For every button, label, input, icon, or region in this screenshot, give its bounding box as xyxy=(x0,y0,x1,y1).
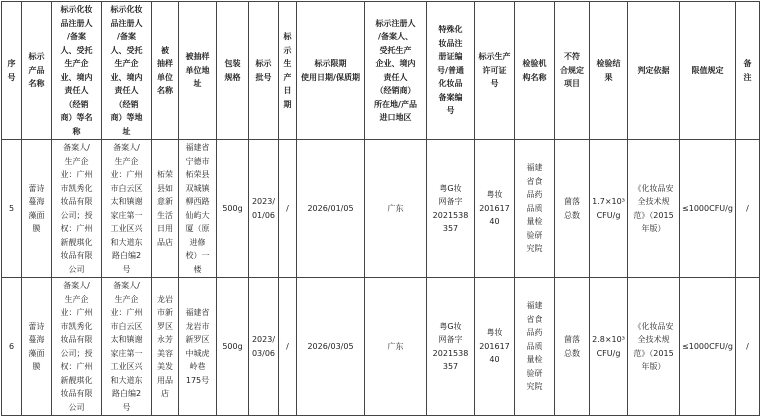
cell-license-no: 粤妆 201617 40 xyxy=(475,278,515,416)
cell-failed-items: 菌落 总数 xyxy=(555,140,590,278)
cell-remarks: / xyxy=(736,278,760,416)
cell-production-date: / xyxy=(279,140,297,278)
inspection-results-table xyxy=(1,1,760,416)
cell-registrant-address: 备案人/ 生产企 业：广州 市白云区 太和镇谢 家庄第一 工业区兴 和大道东 路白编2 号 xyxy=(102,278,152,416)
cell-product-name: 蕾诗 蔓海 藻面 膜 xyxy=(22,140,52,278)
cell-seq: 6 xyxy=(2,278,22,416)
cell-result: 1.7×10³ CFU/g xyxy=(590,140,628,278)
header-spec: 包装 规格 xyxy=(217,2,249,140)
cell-product-name: 蕾诗 蔓海 藻面 膜 xyxy=(22,278,52,416)
cell-limit: ≤1000CFU/g xyxy=(680,140,736,278)
cell-sampled-address: 福建省 龙岩市 新罗区 中城虎 岭巷 175号 xyxy=(179,278,217,416)
cell-sampled-unit: 柘荣 县如 意新 生活 日用 品店 xyxy=(152,140,179,278)
cell-seq: 5 xyxy=(2,140,22,278)
cell-registrant: 备案人/ 生产企 业：广州 市凯秀化 妆品有限 公司；授 权：广州 新靓琪化 妆品有限 公司 xyxy=(52,140,102,278)
cell-inspection-org: 福建 省食 品药 品质 量检 验研 究院 xyxy=(515,278,555,416)
cell-expiry: 2026/03/05 xyxy=(297,278,365,416)
header-failed-items: 不符 合规定 项目 xyxy=(555,2,590,140)
cell-production-date: / xyxy=(279,278,297,416)
cell-basis: 《化妆品安 全技术规 范》（2015 年版） xyxy=(628,278,680,416)
cell-failed-items: 菌落 总数 xyxy=(555,278,590,416)
header-registrant: 标示化妆 品注册人 /备案 人、受托 生产企 业、境内 责任人 （经销 商）等名 称 xyxy=(52,2,102,140)
header-sampled-unit: 被 抽样 单位 名称 xyxy=(152,2,179,140)
cell-limit: ≤1000CFU/g xyxy=(680,278,736,416)
header-remarks: 备 注 xyxy=(736,2,760,140)
header-limit: 限值规定 xyxy=(680,2,736,140)
header-production-date: 标 示 生 产 日 期 xyxy=(279,2,297,140)
cell-origin: 广东 xyxy=(365,278,427,416)
cell-batch: 2023/ 03/06 xyxy=(249,278,279,416)
table-row xyxy=(2,140,760,278)
header-sampled-address: 被抽样 单位地 址 xyxy=(179,2,217,140)
cell-sampled-unit: 龙岩 市新 罗区 永芳 美容 美发 用品 店 xyxy=(152,278,179,416)
header-inspection-org: 检验机 构名称 xyxy=(515,2,555,140)
header-row xyxy=(2,2,760,140)
header-batch: 标示 批号 xyxy=(249,2,279,140)
cell-remarks: / xyxy=(736,140,760,278)
header-basis: 判定依据 xyxy=(628,2,680,140)
cell-spec: 500g xyxy=(217,278,249,416)
cell-origin: 广东 xyxy=(365,140,427,278)
header-license-no: 标示生产 许可证 号 xyxy=(475,2,515,140)
header-seq: 序 号 xyxy=(2,2,22,140)
cell-sampled-address: 福建省 宁德市 柘荣县 双城镇 柳西路 仙屿大 厦（原 进修 校）一 楼 xyxy=(179,140,217,278)
header-origin: 标示注册人 /备案人、 受托生产 企业、境内 责任人 （经销商） 所在地/产品 进口地区 xyxy=(365,2,427,140)
header-result: 检验结 果 xyxy=(590,2,628,140)
header-product-name: 标示 产品 名称 xyxy=(22,2,52,140)
cell-expiry: 2026/01/05 xyxy=(297,140,365,278)
cell-inspection-org: 福建 省食 品药 品质 量检 验研 究院 xyxy=(515,140,555,278)
cell-filing-no: 粤G妆 网备字 2021538 357 xyxy=(427,140,475,278)
table-row xyxy=(2,278,760,416)
header-registrant-address: 标示化妆 品注册人 /备案 人、受托 生产企 业、境内 责任人 （经销 商）等地 址 xyxy=(102,2,152,140)
cell-registrant: 备案人/ 生产企 业：广州 市凯秀化 妆品有限 公司；授 权：广州 新靓琪化 妆品有限 公司 xyxy=(52,278,102,416)
header-filing-no: 特殊化 妆品注 册证编 号/普通 化妆品 备案编 号 xyxy=(427,2,475,140)
cell-license-no: 粤妆 201617 40 xyxy=(475,140,515,278)
cell-basis: 《化妆品安 全技术规 范》（2015 年版） xyxy=(628,140,680,278)
header-expiry: 标示限期 使用日期/保质期 xyxy=(297,2,365,140)
cell-registrant-address: 备案人/ 生产企 业：广州 市白云区 太和镇谢 家庄第一 工业区兴 和大道东 路白编2 号 xyxy=(102,140,152,278)
cell-filing-no: 粤G妆 网备字 2021538 357 xyxy=(427,278,475,416)
cell-batch: 2023/ 01/06 xyxy=(249,140,279,278)
cell-result: 2.8×10³ CFU/g xyxy=(590,278,628,416)
cell-spec: 500g xyxy=(217,140,249,278)
